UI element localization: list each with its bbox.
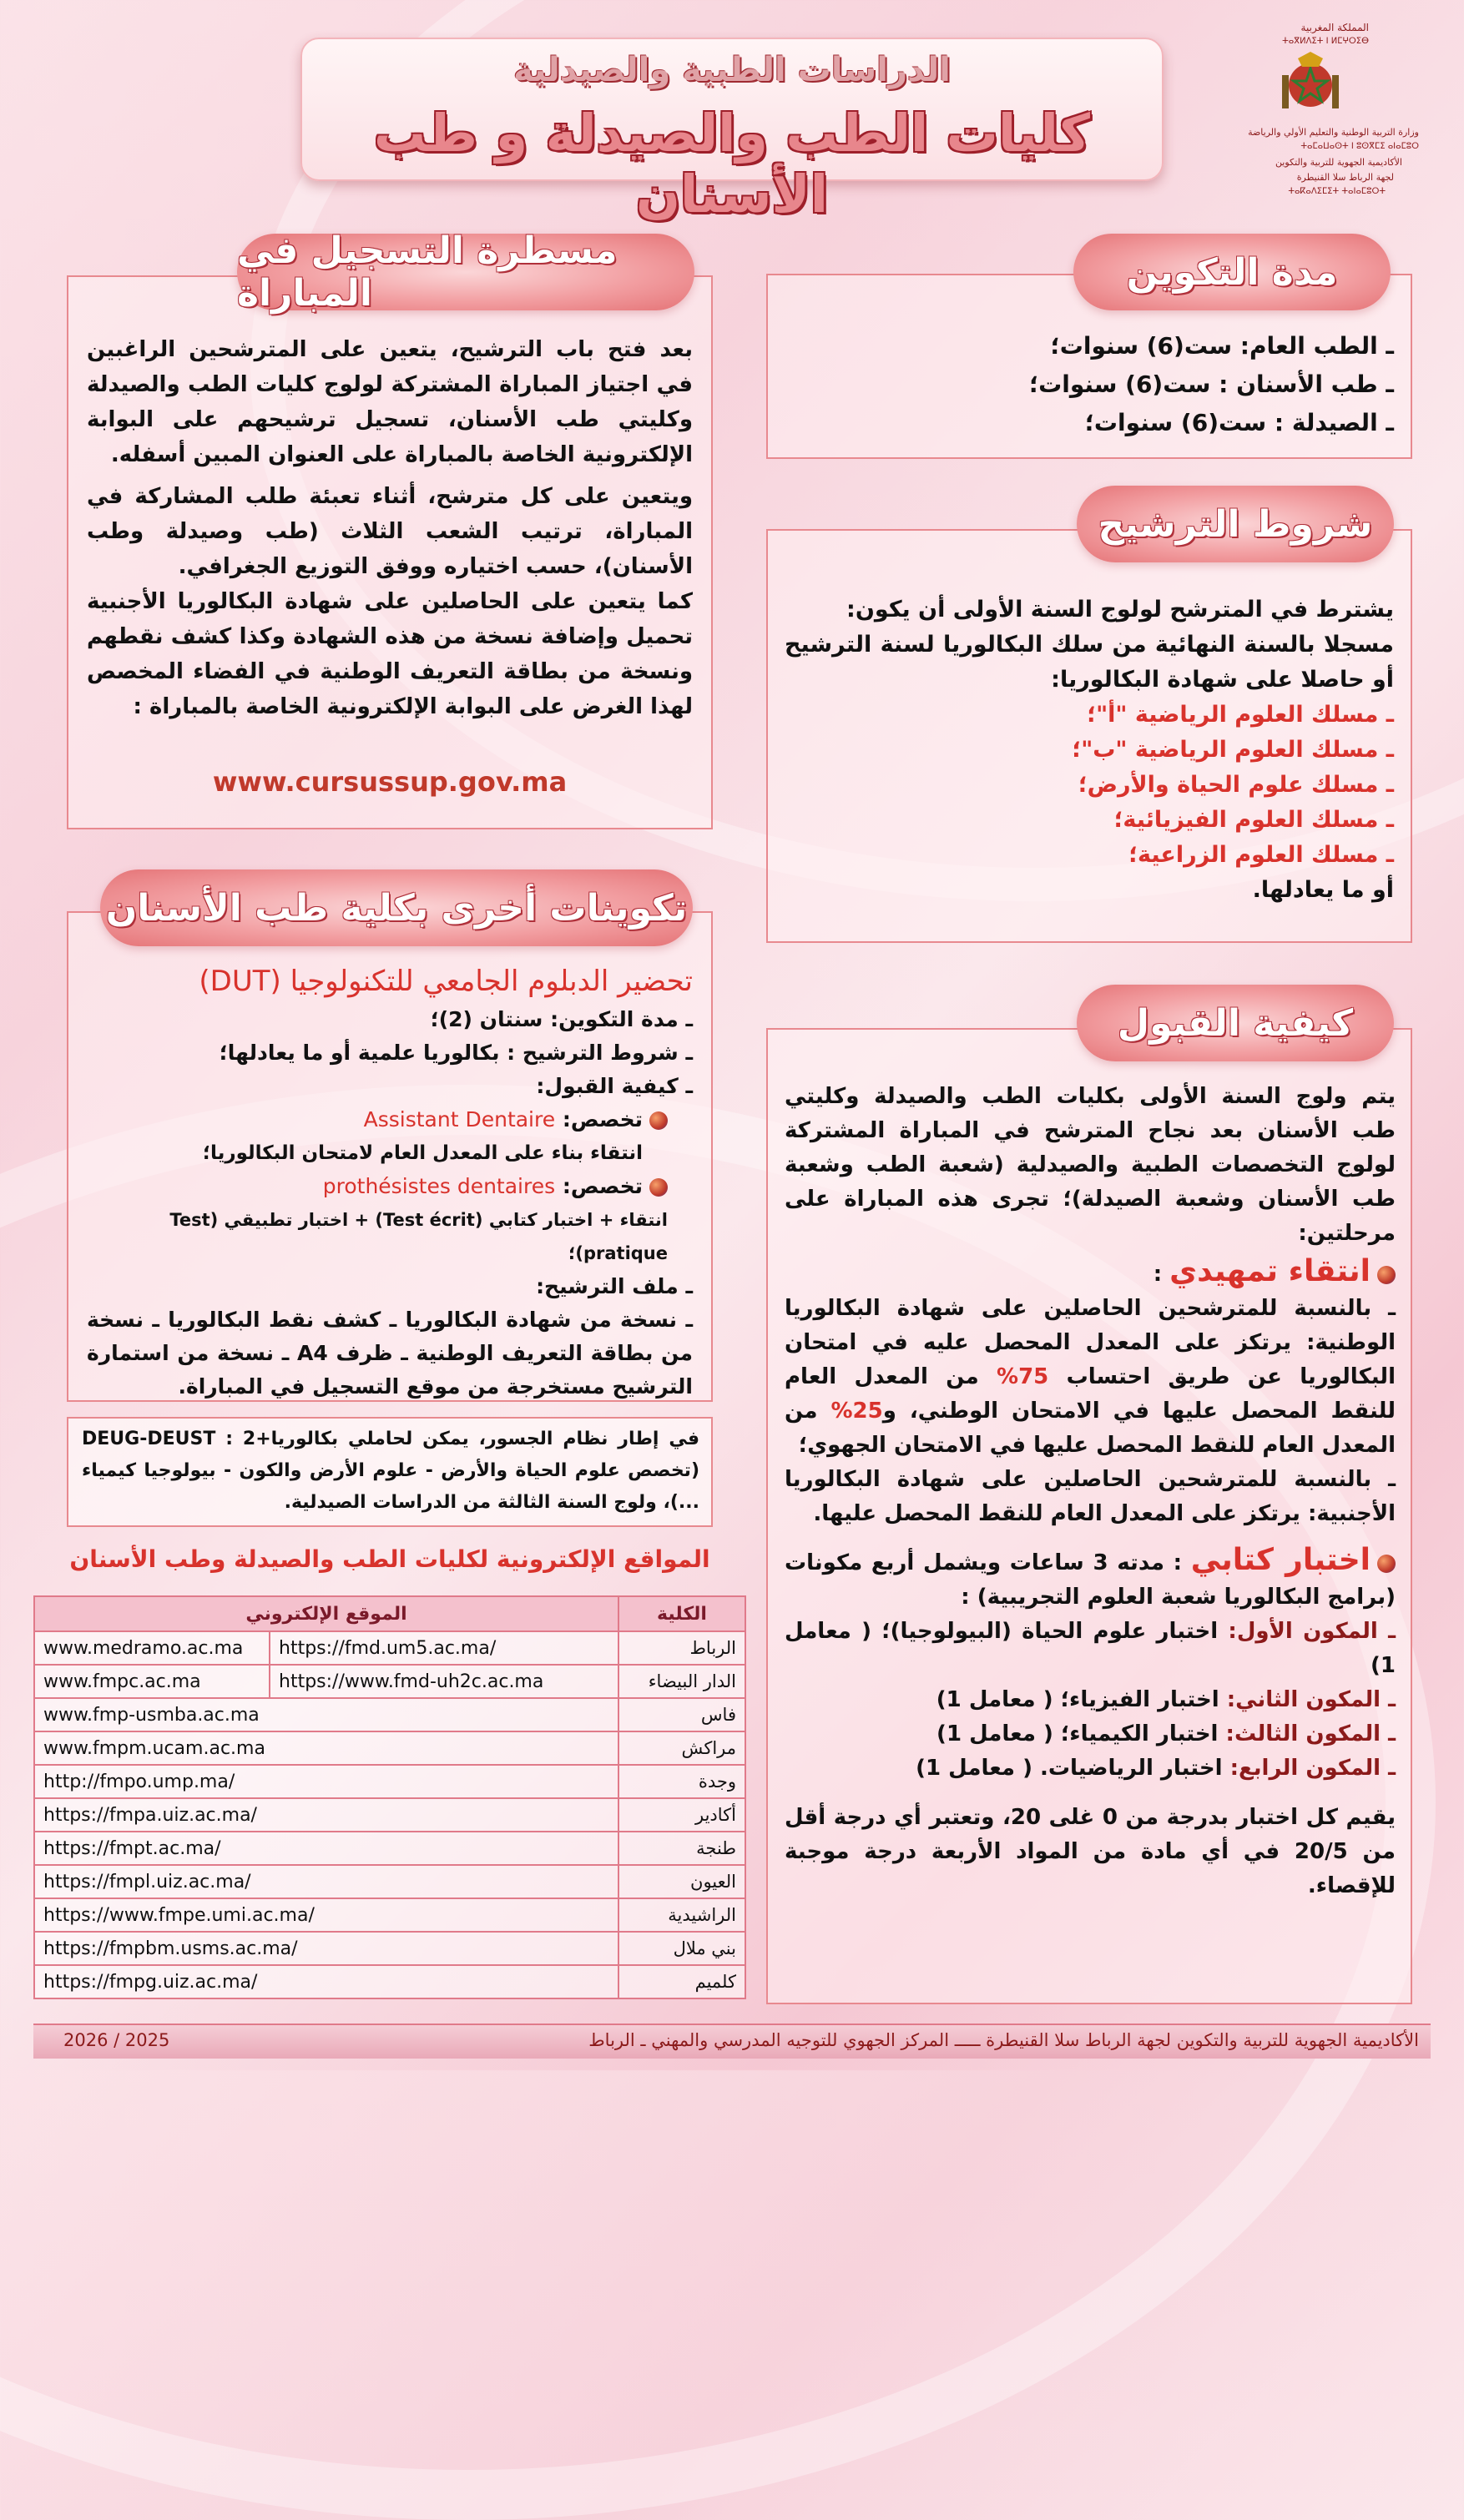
footer-text: الأكاديمية الجهوية للتربية والتكوين لجهة الرباط سلا القنيطرة ـــــ المركز الجهوي للتوجيه المدرسي والمهني ـ الرباط xyxy=(588,2030,1419,2050)
registration-pill: مسطرة التسجيل في المباراة xyxy=(237,234,694,310)
site-link[interactable]: https://fmpg.uiz.ac.ma/ xyxy=(34,1965,618,1998)
duration-pill: مدة التكوين xyxy=(1073,234,1391,310)
other-line: ـ شروط الترشيح : بكالوريا علمية أو ما يعادلها؛ xyxy=(219,1041,693,1065)
faculty-city: فاس xyxy=(618,1698,745,1731)
faculty-city: الدار البيضاء xyxy=(618,1665,745,1698)
table-row xyxy=(34,1665,745,1698)
table-row xyxy=(34,1731,745,1765)
bullet-icon xyxy=(1377,1555,1396,1573)
logo-line: لجهة الرباط سلا القنيطرة xyxy=(1296,172,1394,183)
sites-table xyxy=(33,1595,746,1999)
stage1-title: انتقاء تمهيدي xyxy=(1169,1254,1371,1288)
faculty-city: مراكش xyxy=(618,1731,745,1765)
faculty-city: الرباط xyxy=(618,1631,745,1665)
ministry-logo xyxy=(1202,17,1419,209)
footer-year: 2026 / 2025 xyxy=(63,2030,170,2050)
conditions-text xyxy=(785,592,1394,908)
table-row xyxy=(34,1865,745,1898)
grading-note: يقيم كل اختبار بدرجة من 0 غلى 20، وتعتبر أي درجة أقل من 20/5 في أي مادة من المواد الأربعة درجة موجبة للإقصاء. xyxy=(785,1805,1396,1898)
sites-table-wrapper xyxy=(33,1595,746,1999)
component-item: ـ المكون الثاني: اختبار الفيزياء؛ ( معامل 1) xyxy=(936,1687,1396,1712)
logo-line: وزارة التربية الوطنية والتعليم الأولي والرياضة xyxy=(1248,127,1419,138)
faculty-city: أكادير xyxy=(618,1798,745,1832)
coat-of-arms-icon xyxy=(1277,50,1344,117)
other-pill: تكوينات أخرى بكلية طب الأسنان xyxy=(100,869,693,946)
duration-item: ـ الطب العام: ست(6) سنوات؛ xyxy=(1050,332,1394,360)
stage1-heading: انتقاء تمهيدي : xyxy=(785,1254,1396,1292)
site-link[interactable]: https://www.fmpe.umi.ac.ma/ xyxy=(34,1898,618,1932)
logo-line: ⵜⴰⴽⴰⴷⵉⵎⵉⵜ ⵜⴰⵏⴰⵎⵓⵔⵜ xyxy=(1288,187,1386,196)
sites-table-body xyxy=(34,1631,745,1998)
stage1-foreign: ـ بالنسبة للمترشحين الحاصلين على شهادة البكالوريا الأجنبية: يرتكز على المعدل العام للنقط المحصل عليها. xyxy=(785,1467,1396,1526)
faculty-city: بني ملال xyxy=(618,1932,745,1965)
table-row xyxy=(34,1631,745,1665)
site-link[interactable]: https://fmpbm.usms.ac.ma/ xyxy=(34,1932,618,1965)
registration-p2: ويتعين على كل مترشح، أثناء تعبئة طلب المشاركة في المباراة، ترتيب الشعب الثلاث (طب وصيدلة وطب الأسنان)، حسب اختياره ووفق التوزيع الجغرافي. xyxy=(87,484,693,579)
spec2-desc: انتقاء + اختبار كتابي (Test écrit) + اختبار تطبيقي (Test pratique)؛ xyxy=(169,1210,668,1263)
other-line: ـ مدة التكوين: سنتان (2)؛ xyxy=(430,1007,693,1031)
bullet-icon xyxy=(649,1111,668,1130)
duration-item: ـ الصيدلة : ست(6) سنوات؛ xyxy=(1084,409,1394,436)
table-row xyxy=(34,1898,745,1932)
track-item: ـ مسلك العلوم الزراعية؛ xyxy=(1128,842,1394,868)
other-text xyxy=(87,960,693,1404)
title-banner xyxy=(300,38,1164,224)
stage2-intro: : مدته 3 ساعات ويشمل أربع مكونات (برامج البكالوريا شعبة العلوم التجريبية) : xyxy=(785,1550,1396,1610)
other-line: ـ ملف الترشيح: xyxy=(536,1274,693,1298)
site-link[interactable]: www.fmp-usmba.ac.ma xyxy=(34,1698,618,1731)
bullet-icon xyxy=(649,1178,668,1197)
duration-list xyxy=(785,327,1394,442)
page-subtitle: الدراسات الطبية والصيدلية xyxy=(513,51,951,89)
site-link[interactable]: www.fmpc.ac.ma xyxy=(34,1665,270,1698)
track-item: ـ مسلك العلوم الرياضية "أ"؛ xyxy=(1087,702,1394,728)
admission-pill: كيفية القبول xyxy=(1077,985,1394,1061)
component-item: ـ المكون الرابع: اختبار الرياضيات. ( معامل 1) xyxy=(916,1756,1396,1781)
site-link-secondary[interactable]: https://fmd.um5.ac.ma/ xyxy=(270,1631,618,1665)
bullet-icon xyxy=(1377,1266,1396,1284)
component-item: ـ المكون الأول: اختبار علوم الحياة (البيولوجيا)؛ ( معامل 1) xyxy=(785,1619,1396,1678)
spec1-desc: انتقاء بناء على المعدل العام لامتحان البكالوريا؛ xyxy=(202,1142,643,1164)
table-row xyxy=(34,1932,745,1965)
conditions-intro: يشترط في المترشح لولوج السنة الأولى أن يكون: xyxy=(846,597,1394,622)
stage2-title: اختبار كتابي xyxy=(1190,1543,1371,1577)
logo-line: الأكاديمية الجهوية للتربية والتكوين xyxy=(1275,157,1402,168)
bridge-text: في إطار نظام الجسور، يمكن لحاملي بكالوريا+2 : DEUG-DEUST (تخصص علوم الحياة والأرض - علوم الأرض والكون - بيولوجيا كيمياء ...)، ولوج السنة الثالثة من الدراسات الصيدلية. xyxy=(82,1429,699,1513)
conditions-outro: أو ما يعادلها. xyxy=(1252,877,1394,903)
logo-line: ⵜⴰⵎⴰⵡⴰⵙⵜ ⵏ ⵓⵙⴳⵎⵉ ⴰⵏⴰⵎⵓⵔ xyxy=(1300,142,1419,151)
conditions-body: مسجلا بالسنة النهائية من سلك البكالوريا لسنة الترشيح أو حاصلا على شهادة البكالوريا: xyxy=(785,632,1394,693)
table-row xyxy=(34,1965,745,1998)
logo-line: المملكة المغربية xyxy=(1300,22,1369,33)
track-item: ـ مسلك العلوم الرياضية "ب"؛ xyxy=(1072,737,1394,763)
logo-line: ⵜⴰⴳⵍⴷⵉⵜ ⵏ ⵍⵎⵖⵔⵉⴱ xyxy=(1282,37,1369,46)
col-site-header: الموقع الإلكتروني xyxy=(34,1596,618,1631)
site-link[interactable]: https://fmpl.uiz.ac.ma/ xyxy=(34,1865,618,1898)
candidate-file: ـ نسخة من شهادة البكالوريا ـ كشف نقط البكالوريا ـ نسخة من بطاقة التعريف الوطنية ـ ظرف A4 ـ نسخة من استمارة الترشيح مستخرجة من موقع التسجيل في المباراة. xyxy=(87,1308,694,1399)
faculty-city: العيون xyxy=(618,1865,745,1898)
sites-title: المواقع الإلكترونية لكليات الطب والصيدلة وطب الأسنان xyxy=(69,1545,710,1573)
bridge-box xyxy=(67,1417,713,1527)
footer-bar xyxy=(33,2024,1431,2059)
track-item: ـ مسلك علوم الحياة والأرض؛ xyxy=(1078,772,1394,798)
site-link-secondary[interactable]: https://www.fmd-uh2c.ac.ma xyxy=(270,1665,618,1698)
faculty-city: الراشيدية xyxy=(618,1898,745,1932)
registration-p1: بعد فتح باب الترشيح، يتعين على المترشحين الراغبين في اجتياز المباراة المشتركة لولوج كليات الطب والصيدلة وكليتي طب الأسنان، تسجيل ترشيحهم على البوابة الإلكترونية الخاصة بالمباراة على العنوان المبين أسفله. xyxy=(87,337,693,467)
conditions-pill: شروط الترشيح xyxy=(1077,486,1394,562)
component-item: ـ المكون الثالث: اختبار الكيمياء؛ ( معامل 1) xyxy=(936,1721,1396,1746)
site-link[interactable]: https://fmpa.uiz.ac.ma/ xyxy=(34,1798,618,1832)
duration-item: ـ طب الأسنان : ست(6) سنوات؛ xyxy=(1028,370,1394,398)
table-row xyxy=(34,1765,745,1798)
table-row xyxy=(34,1798,745,1832)
admission-text xyxy=(785,1080,1396,1903)
site-link[interactable]: www.fmpm.ucam.ac.ma xyxy=(34,1731,618,1765)
site-link[interactable]: http://fmpo.ump.ma/ xyxy=(34,1765,618,1798)
other-line: ـ كيفية القبول: xyxy=(536,1074,693,1098)
registration-p3: كما يتعين على الحاصلين على شهادة البكالوريا الأجنبية تحميل وإضافة نسخة من هذه الشهادة وكذا كشف نقطهم ونسخة من بطاقة التعريف الوطنية في الفضاء المخصص لهذا الغرض على البوابة الإلكترونية الخاصة بالمباراة : xyxy=(87,589,693,719)
registration-url-link[interactable]: www.cursussup.gov.ma xyxy=(212,766,568,798)
stage1-national: ـ بالنسبة للمترشحين الحاصلين على شهادة البكالوريا الوطنية: يرتكز على المعدل المحصل عليه في امتحان البكالوريا عن طريق احتساب 75% من المعدل العام للنقط المحصل عليها في الامتحان الوطني، و25% من المعدل العام للنقط المحصل عليها في الامتحان الجهوي؛ xyxy=(785,1296,1396,1458)
registration-text xyxy=(87,332,693,724)
admission-intro: يتم ولوج السنة الأولى بكليات الطب والصيدلة وكليتي طب الأسنان بعد نجاح المترشح في المباراة المشتركة لولوج التخصصات الطبية والصيدلية (شعبة الطب وشعبة طب الأسنان وشعبة الصيدلة)؛ تجرى هذه المباراة على مرحلتين: xyxy=(785,1084,1396,1246)
track-item: ـ مسلك العلوم الفيزيائية؛ xyxy=(1113,807,1394,833)
faculty-city: كلميم xyxy=(618,1965,745,1998)
table-row xyxy=(34,1698,745,1731)
spec2-row: تخصص: prothésistes dentaires xyxy=(87,1170,668,1203)
col-faculty-header: الكلية xyxy=(618,1596,745,1631)
faculty-city: طنجة xyxy=(618,1832,745,1865)
site-link[interactable]: https://fmpt.ac.ma/ xyxy=(34,1832,618,1865)
table-row xyxy=(34,1832,745,1865)
page-title: كليات الطب والصيدلة و طب الأسنان xyxy=(374,103,1090,224)
faculty-city: وجدة xyxy=(618,1765,745,1798)
site-link[interactable]: www.medramo.ac.ma xyxy=(34,1631,270,1665)
dut-heading: تحضير الدبلوم الجامعي للتكنولوجيا (DUT) xyxy=(199,965,693,998)
spec1-row: تخصص: Assistant Dentaire xyxy=(87,1103,668,1137)
table-header-row xyxy=(34,1596,745,1631)
stage2-heading xyxy=(785,1543,1396,1615)
